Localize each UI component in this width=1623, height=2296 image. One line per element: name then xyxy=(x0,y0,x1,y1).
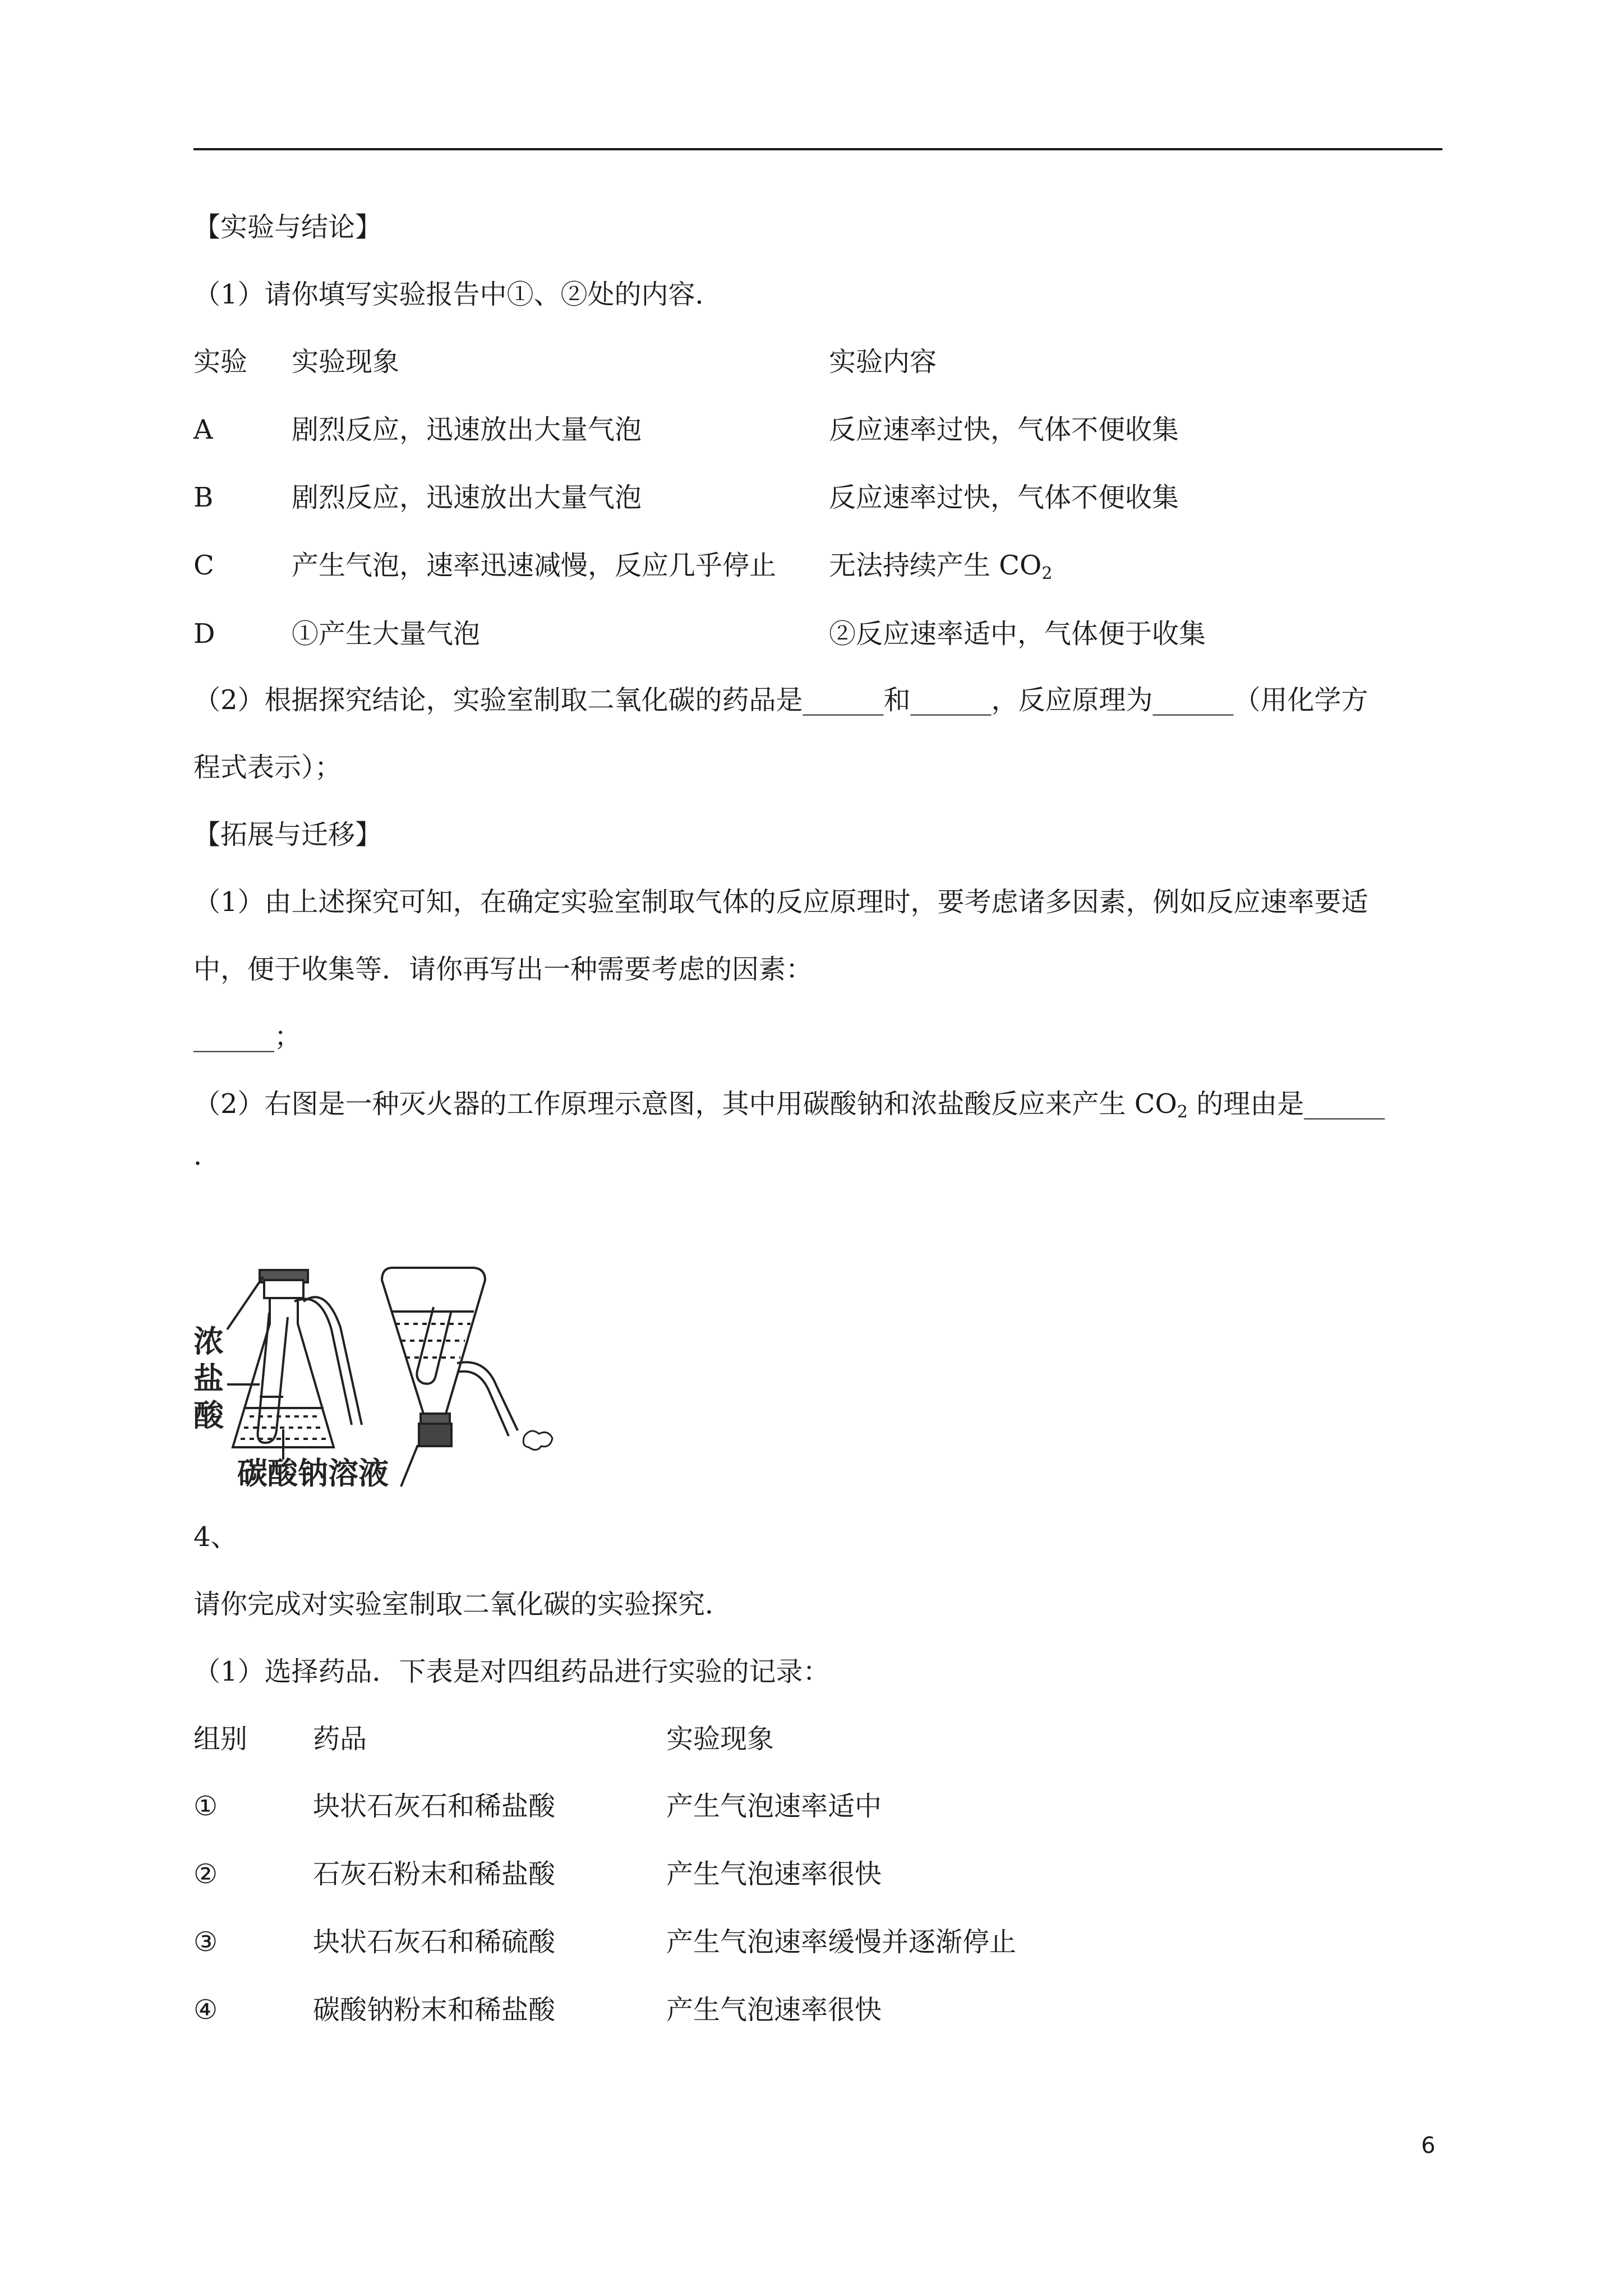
table1-row-a-phenomenon: 剧烈反应，迅速放出大量气泡 xyxy=(292,414,642,445)
extension-2-line2: ． xyxy=(193,1140,221,1171)
question-1: （1）请你填写实验报告中①、②处的内容． xyxy=(193,279,722,310)
table2-row-2-group: ② xyxy=(193,1858,218,1890)
table2-header-phenomenon: 实验现象 xyxy=(666,1723,774,1755)
table2-row-3-reagent: 块状石灰石和稀硫酸 xyxy=(313,1926,556,1958)
table1-row-c-exp: C xyxy=(193,550,214,581)
table1-row-c-content: 无法持续产生 $CO_2$ xyxy=(829,550,1053,583)
question-2-line1: （2）根据探究结论，实验室制取二氧化碳的药品是______和______，反应原理为______（用化学方 xyxy=(193,684,1368,716)
table2-row-4-group: ④ xyxy=(193,1994,218,2026)
table1-row-d-phenomenon: ①产生大量气泡 xyxy=(292,618,481,650)
table2-row-3-group: ③ xyxy=(193,1926,218,1958)
question-2-line2: 程式表示）； xyxy=(193,752,342,783)
table1-row-d-content: ②反应速率适中，气体便于收集 xyxy=(829,618,1206,650)
table2-row-4-reagent: 碳酸钠粉末和稀盐酸 xyxy=(313,1994,556,2026)
extension-2-line1: （2）右图是一种灭火器的工作原理示意图，其中用碳酸钠和浓盐酸反应来产生 $CO_2$ 的理由是______ xyxy=(193,1088,1385,1122)
question-4-intro: 请你完成对实验室制取二氧化碳的实验探究． xyxy=(193,1589,732,1620)
table2-row-2-reagent: 石灰石粉末和稀盐酸 xyxy=(313,1858,556,1890)
table1-header-exp: 实验 xyxy=(193,346,248,378)
table2-header-group: 组别 xyxy=(193,1723,248,1755)
figure-label-solution: 碳酸钠溶液 xyxy=(237,1456,389,1491)
table1-row-d-exp: D xyxy=(193,618,215,650)
header-rule xyxy=(193,148,1442,150)
table2-header-reagent: 药品 xyxy=(313,1723,367,1755)
table1-row-b-exp: B xyxy=(193,482,214,513)
table1-header-content: 实验内容 xyxy=(829,346,937,378)
table1-row-a-exp: A xyxy=(193,414,213,445)
table2-row-1-phenomenon: 产生气泡速率适中 xyxy=(666,1791,882,1822)
table1-row-c-phenomenon: 产生气泡，速率迅速减慢，反应几乎停止 xyxy=(292,550,777,581)
table2-row-2-phenomenon: 产生气泡速率很快 xyxy=(666,1858,882,1890)
figure-label-acid-1: 浓 xyxy=(193,1324,224,1359)
table1-row-b-content: 反应速率过快，气体不便收集 xyxy=(829,482,1179,513)
question-4-number: 4、 xyxy=(193,1521,238,1553)
question-4-part-1: （1）选择药品．下表是对四组药品进行实验的记录： xyxy=(193,1656,830,1687)
table2-row-4-phenomenon: 产生气泡速率很快 xyxy=(666,1994,882,2026)
table1-header-phenomenon: 实验现象 xyxy=(292,346,400,378)
table2-row-1-group: ① xyxy=(193,1791,218,1822)
extension-1-line2: 中，便于收集等．请你再写出一种需要考虑的因素： xyxy=(193,954,813,985)
extension-1-line1: （1）由上述探究可知，在确定实验室制取气体的反应原理时，要考虑诸多因素，例如反应速率要适 xyxy=(193,886,1368,918)
table2-row-3-phenomenon: 产生气泡速率缓慢并逐渐停止 xyxy=(666,1926,1017,1958)
table2-row-1-reagent: 块状石灰石和稀盐酸 xyxy=(313,1791,556,1822)
fire-extinguisher-diagram xyxy=(193,1245,620,1492)
table1-row-a-content: 反应速率过快，气体不便收集 xyxy=(829,414,1179,445)
figure-label-acid-2: 盐 xyxy=(193,1361,224,1396)
table1-row-b-phenomenon: 剧烈反应，迅速放出大量气泡 xyxy=(292,482,642,513)
section-heading-extension: 【拓展与迁移】 xyxy=(193,819,382,850)
page-number: 6 xyxy=(1421,2133,1436,2159)
section-heading-experiment-conclusion: 【实验与结论】 xyxy=(193,211,382,243)
extension-1-answer-blank: ______； xyxy=(193,1021,302,1052)
figure-label-acid-3: 酸 xyxy=(193,1398,224,1433)
